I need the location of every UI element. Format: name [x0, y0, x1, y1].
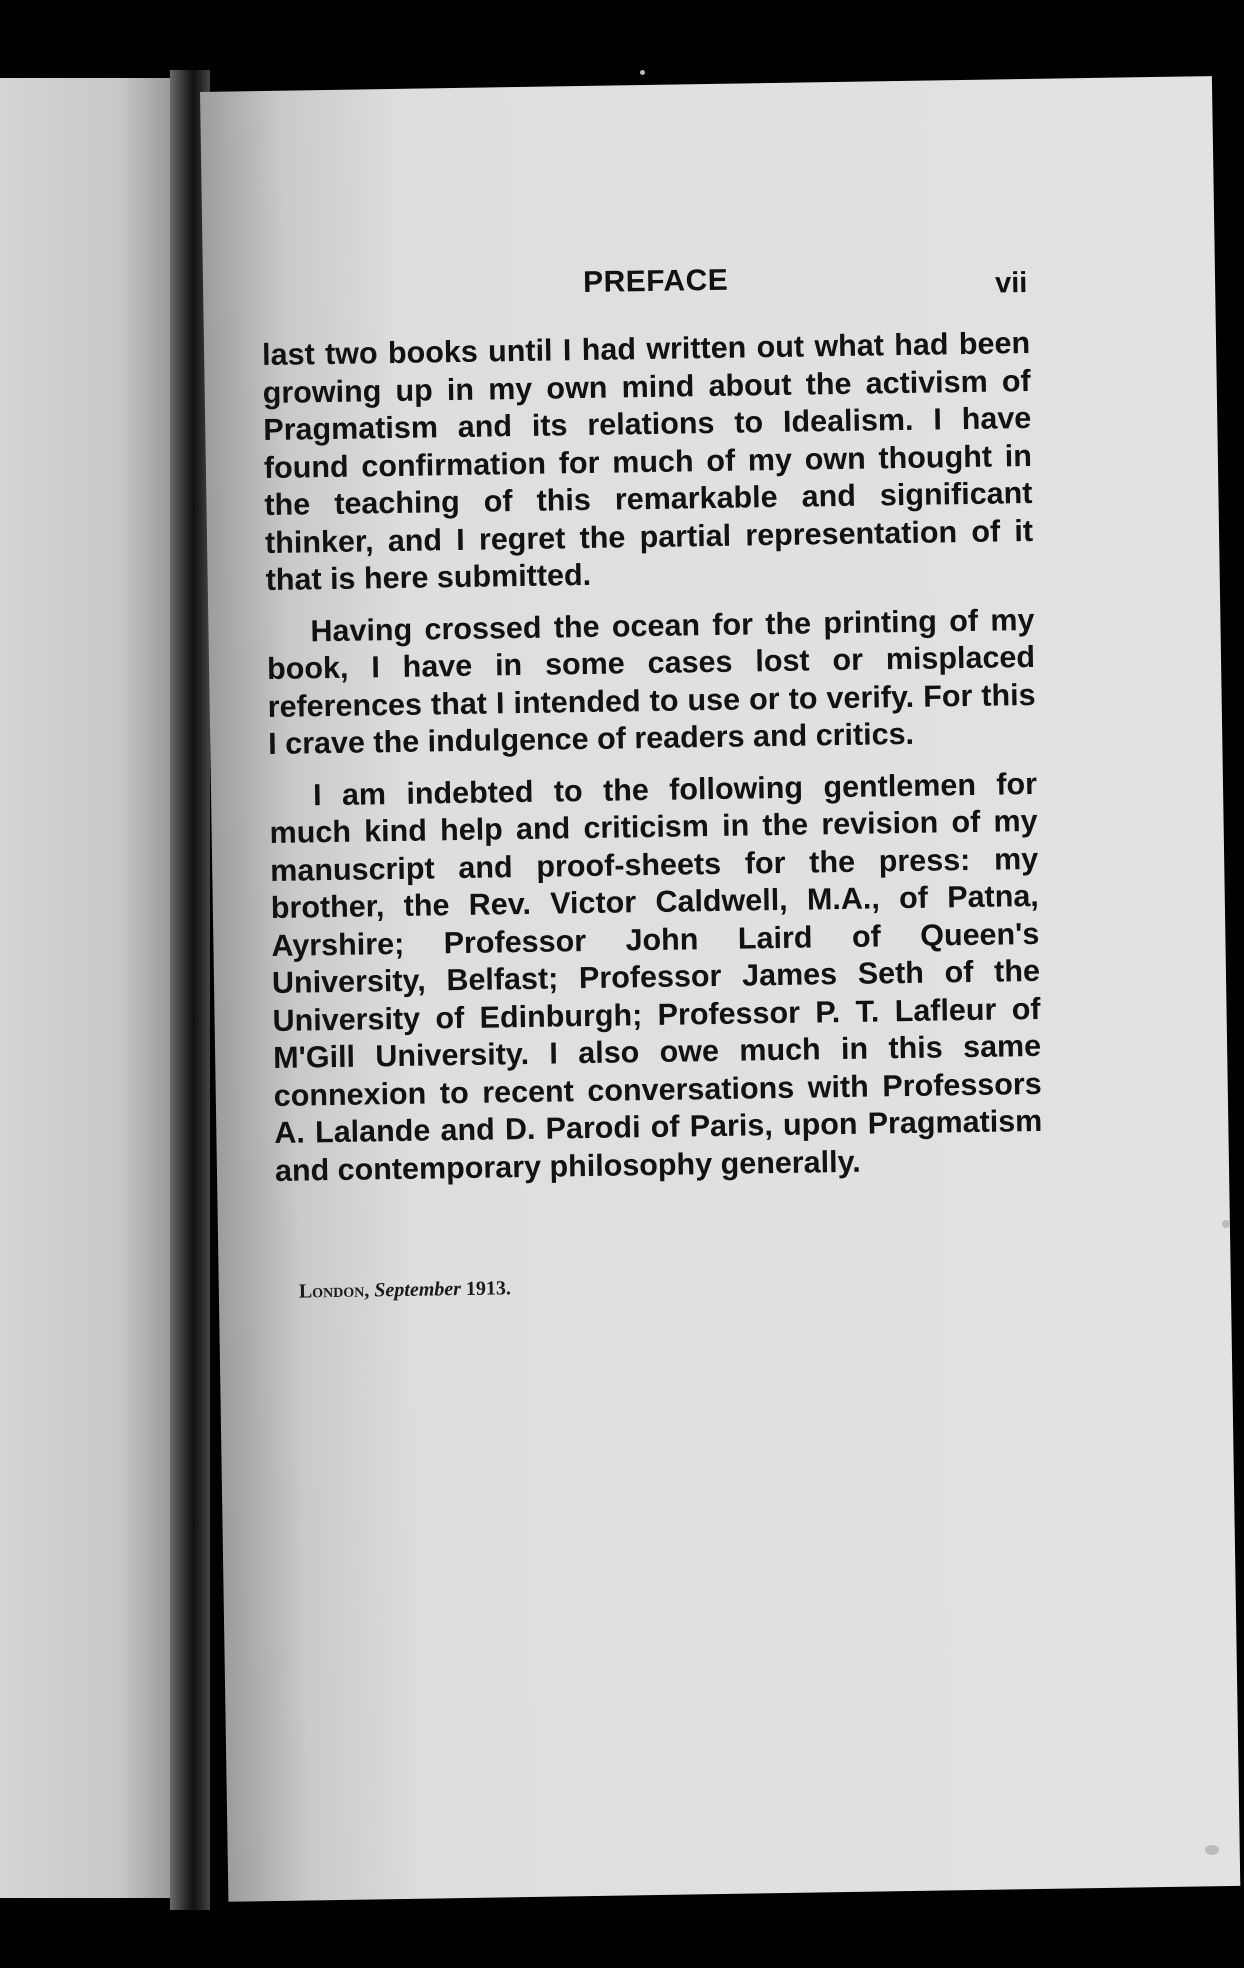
paragraph-acknowledgements: I am indebted to the following gentlemen for much kind help and criticism in the revision of my manuscript and proof-sheets for the press: my brother, the Rev. Victor Caldwell, M.A., of Patna, Ayrshire; Professor John Laird of Queen's University, Belfast; Professor James Seth of the University of Edinburgh; Professor P. T. Lafleur of M'Gill University. I also owe much in this same connexion to recent conversations with Professors A. Lalande and D. Parodi of Paris, upon Pragmatism and contemporary philosophy generally.: [269, 766, 1043, 1188]
signoff-month: September: [374, 1278, 462, 1302]
scan-speck: [1205, 1845, 1219, 1855]
paragraph-continued: last two books until I had written out what had been growing up in my own mind about the activism of Pragmatism and its relations to Idealism. I have found confirmation for much of my own thought in the teaching of this remarkable and significant thinker, and I regret the partial representation of it that is here submitted.: [261, 325, 1034, 598]
paragraph-ocean: Having crossed the ocean for the printing of my book, I have in some cases lost or misplaced references that I intended to use or to verify. For this I crave the indulgence of readers and critics.: [266, 602, 1036, 762]
place-date-signoff: [299, 1277, 511, 1303]
page-header: [203, 256, 1216, 322]
book-page: [200, 76, 1240, 1902]
signoff-place: London,: [298, 1279, 370, 1303]
signoff-year: 1913.: [465, 1277, 512, 1300]
running-title: PREFACE: [582, 263, 729, 300]
scan-speck: [640, 70, 645, 75]
preface-body: [262, 325, 1044, 1204]
page-number: vii: [994, 267, 1028, 300]
scan-speck: [1222, 1220, 1230, 1228]
